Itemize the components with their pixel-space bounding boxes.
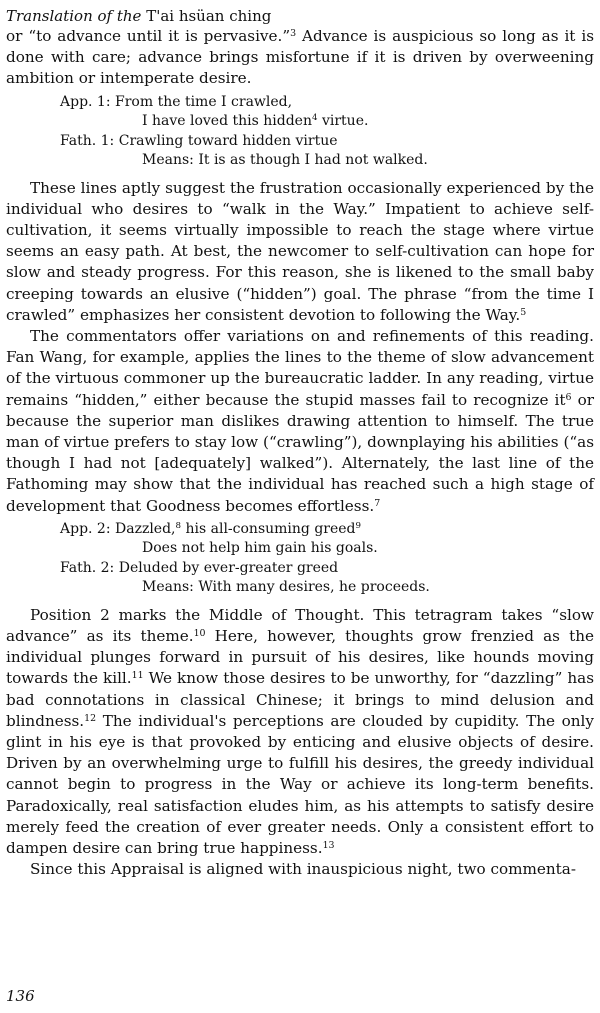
- footnote-ref: 9: [355, 521, 362, 532]
- footnote-ref: 12: [84, 712, 97, 724]
- running-head-label: Translation of the: [6, 7, 147, 25]
- footnote-ref: 8: [175, 521, 182, 532]
- text: virtue.: [317, 113, 369, 130]
- footnote-ref: 10: [193, 627, 206, 639]
- appraisal-line: [6, 112, 594, 132]
- appraisal-line: [6, 520, 594, 540]
- footnote-ref: 13: [322, 839, 335, 851]
- page-number: 136: [6, 987, 35, 1005]
- fathoming-line: Fath. 2: Deluded by ever-greater greed: [60, 559, 339, 576]
- text: or “to advance until it is pervasive.”: [6, 27, 291, 45]
- footnote-ref: 6: [565, 391, 572, 403]
- paragraph-continued: [6, 26, 594, 90]
- footnote-ref: 5: [520, 306, 527, 318]
- verse-block-1: [6, 93, 594, 171]
- means-line: Means: It is as though I had not walked.: [142, 152, 428, 169]
- text: These lines aptly suggest the frustration occasionally experienced by the individual who desires to “walk in the Way.” Impatient to achieve self-cultivation, it seems virtually impossible to reach the stage where virtue seems an easy path. At best, the newcomer to self-cultivation can hope for slow and steady progress. For this reason, she is likened to the small baby creeping towards an elusive (“hidden”) goal. The phrase “from the time I crawled” emphasizes her consistent devotion to following the Way.: [6, 178, 594, 324]
- text: We know those desires to be unworthy, for “dazzling” has bad connotations in classical Chinese; it brings to mind delusion and blindness.: [6, 669, 594, 730]
- text: Position 2 marks the Middle of Thought. This tetragram takes “slow advance” as its theme.: [6, 605, 594, 646]
- text: Since this Appraisal is aligned with inauspicious night, two commenta-: [30, 860, 576, 879]
- footnote-ref: 7: [374, 497, 381, 509]
- paragraph: [6, 326, 594, 517]
- appraisal-line: Does not help him gain his goals.: [142, 540, 378, 557]
- text: The individual's perceptions are clouded by cupidity. The only glint in his eye is that provoked by enticing and elusive objects of desire. Driven by an overwhelming urge to fulfill his desires, the greedy individual cannot begin to progress in the Way or achieve its long-term benefits. Paradoxically, real satisfaction eludes him, as his attempts to satisfy desire merely feed the creation of ever greater needs. Only a consistent effort to dampen desire can bring true happiness.: [6, 711, 594, 858]
- footnote-ref: 11: [131, 670, 144, 682]
- footnote-ref: 3: [290, 27, 297, 39]
- text: or because the superior man dislikes drawing attention to himself. The true man of virtue prefers to stay low (“crawling”), downplaying his abilities (“as though I had not [adequately] walked”). Alternately, the last line of the Fathoming may show that the individual has reached such a high stage of development that Goodness becomes effortless.: [6, 390, 595, 515]
- paragraph: [6, 605, 594, 859]
- verse-block-2: [6, 520, 594, 598]
- means-line: Means: With many desires, he proceeds.: [142, 579, 430, 596]
- text: I have loved this hidden: [142, 113, 312, 130]
- running-head: [6, 6, 594, 26]
- paragraph: [6, 178, 594, 326]
- paragraph: [6, 859, 594, 880]
- footnote-ref: 4: [311, 113, 318, 124]
- fathoming-line: Fath. 1: Crawling toward hidden virtue: [60, 132, 338, 149]
- text: Advance is auspicious so long as it is done with care; advance brings misfortune if it is driven by overweening ambition or intemperate desire.: [6, 27, 594, 88]
- text: App. 2: Dazzled,: [60, 520, 176, 537]
- text: The commentators offer variations on and refinements of this reading. Fan Wang, for example, applies the lines to the theme of slow advancement of the virtuous commoner up the bureaucratic ladder. In any reading, virtue remains “hidden,” either because the stupid masses fail to recognize it: [6, 327, 594, 409]
- appraisal-line: App. 1: From the time I crawled,: [60, 93, 293, 110]
- running-head-title: T'ai hsüan ching: [146, 7, 272, 25]
- text: Here, however, thoughts grow frenzied as the individual plunges forward in pursuit of his desires, like hounds moving towards the kill.: [6, 627, 594, 688]
- text: his all-consuming greed: [181, 520, 356, 537]
